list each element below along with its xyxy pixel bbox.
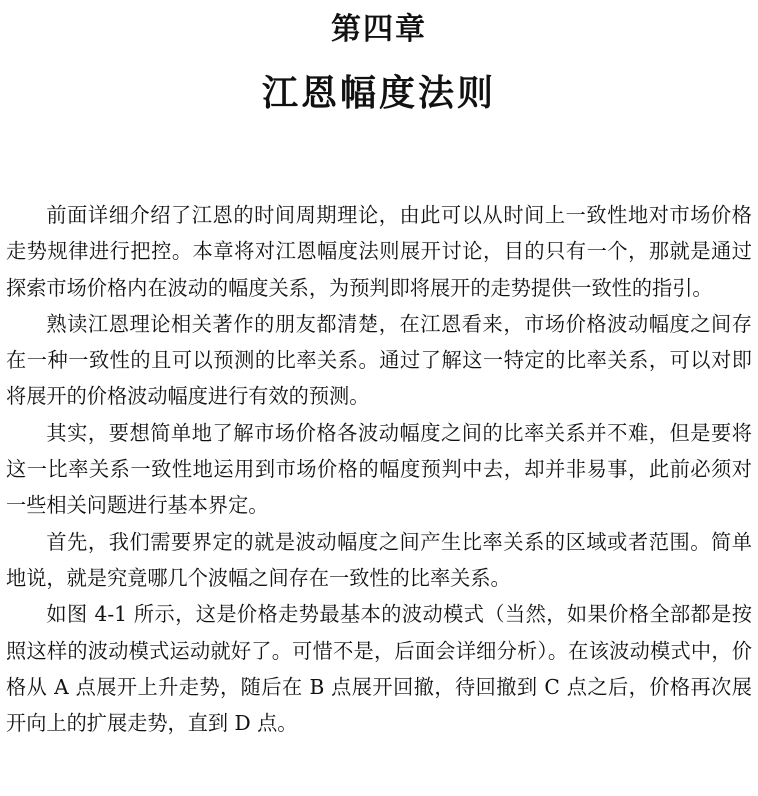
- chapter-title: 江恩幅度法则: [261, 73, 496, 114]
- paragraph: 熟读江恩理论相关著作的朋友都清楚，在江恩看来，市场价格波动幅度之间存在一种一致性的且可以预测的比率关系。通过了解这一特定的比率关系，可以对即将展开的价格波动幅度进行有效的预测。: [6, 311, 752, 409]
- paragraph: 如图 4-1 所示，这是价格走势最基本的波动模式（当然，如果价格全部都是按照这样的波动模式运动就好了。可惜不是，后面会详细分析）。在该波动模式中，价格从 A 点展开上升走势，随后在 B 点展开回撤，待回撤到 C 点之后，价格再次展开向上的扩展走势，直到 D 点。: [6, 602, 752, 736]
- paragraph: 前面详细介绍了江恩的时间周期理论，由此可以从时间上一致性地对市场价格走势规律进行把控。本章将对江恩幅度法则展开讨论，目的只有一个，那就是通过探索市场价格内在波动的幅度关系，为预判即将展开的走势提供一致性的指引。: [6, 203, 752, 300]
- paragraph: 首先，我们需要界定的就是波动幅度之间产生比率关系的区域或者范围。简单地说，就是究竟哪几个波幅之间存在一致性的比率关系。: [6, 529, 752, 590]
- chapter-number: 第四章: [331, 12, 427, 47]
- paragraph: 其实，要想简单地了解市场价格各波动幅度之间的比率关系并不难，但是要将这一比率关系一致性地运用到市场价格的幅度预判中去，却并非易事，此前必须对一些相关问题进行基本界定。: [6, 420, 752, 518]
- chapter-body: [6, 197, 752, 741]
